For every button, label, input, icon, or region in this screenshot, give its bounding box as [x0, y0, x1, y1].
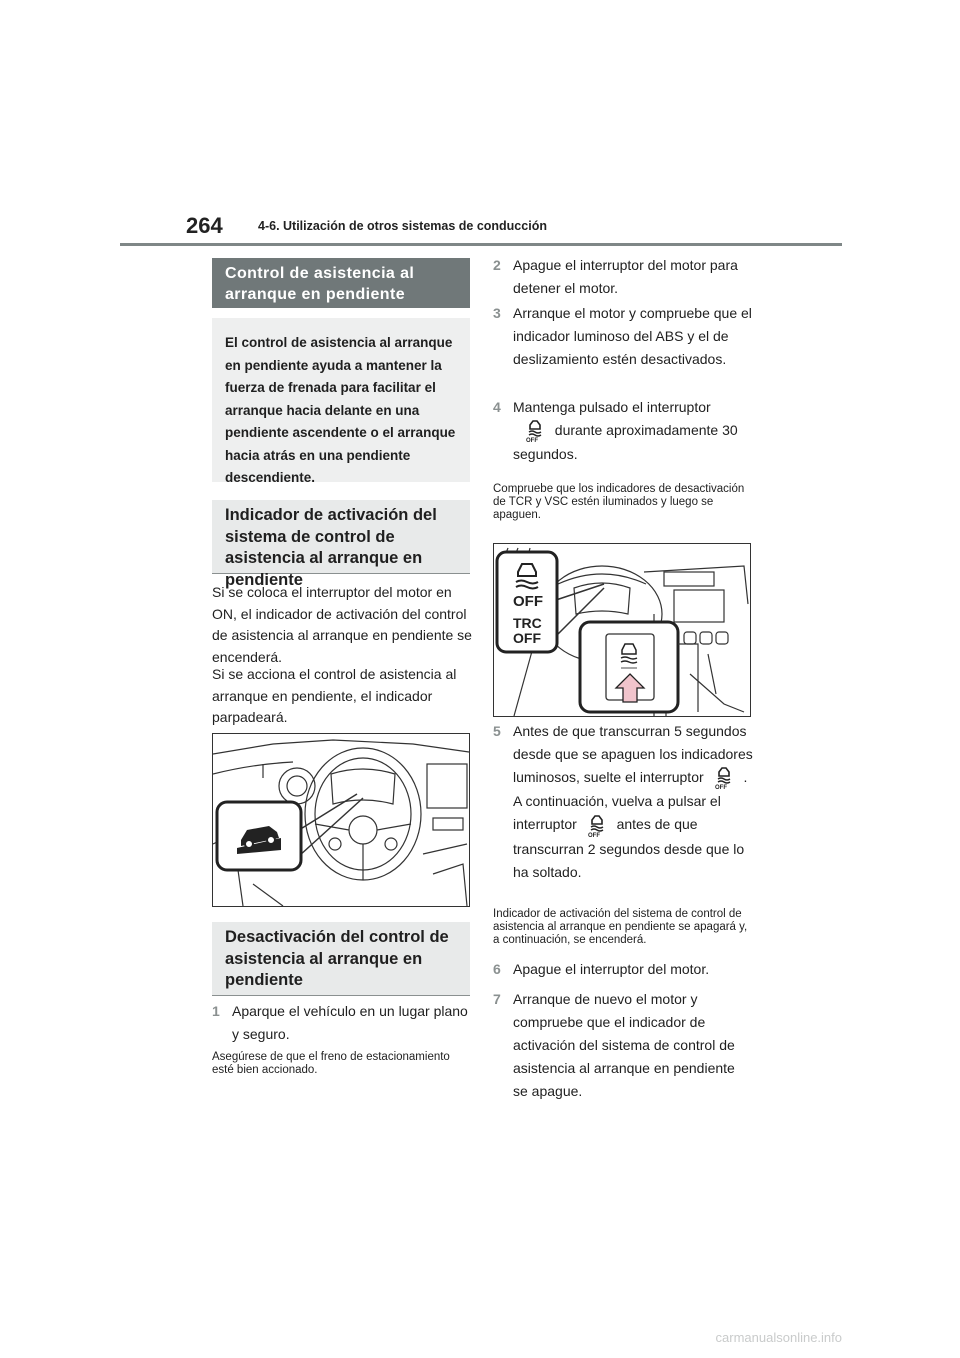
note-indicator-reset: Indicador de activación del sistema de control de asistencia al arranque en pendiente se apagará y, a continuación, se encenderá. — [493, 908, 748, 946]
step-text: Arranque el motor y compruebe que el indicador luminoso del ABS y el de deslizamiento estén desactivados. — [513, 305, 752, 367]
step-number: 1 — [212, 1003, 220, 1019]
step-text-end: antes de que transcurran 2 segundos desde que lo ha soltado. — [513, 816, 745, 880]
svg-text:OFF: OFF — [525, 438, 538, 444]
step-text: Aparque el vehículo en un lugar plano y seguro. — [232, 1003, 468, 1042]
heading-indicator: Indicador de activación del sistema de control de asistencia al arranque en pendiente — [212, 500, 470, 574]
trc-indicator-label: TRC — [513, 615, 542, 631]
paragraph-indicator-on: Si se coloca el interruptor del motor en ON, el indicador de activación del control de asistencia al arranque en pendiente se encenderá. — [212, 584, 472, 665]
step-number: 3 — [493, 305, 501, 321]
step-text-cont: . A continuación, vuelva a pulsar el interruptor — [513, 769, 748, 833]
step-text: Antes de que transcurran 5 segundos desde que se apaguen los indicadores luminosos, suelte el interruptor — [513, 723, 753, 785]
step-3 — [493, 302, 753, 371]
step-text: Apague el interruptor del motor. — [513, 961, 710, 977]
step-number: 5 — [493, 723, 501, 739]
note-parking-brake: Asegúrese de que el freno de estacionamiento esté bien accionado. — [212, 1051, 450, 1076]
trc-off-indicator-label: OFF — [513, 630, 541, 646]
step-number: 6 — [493, 961, 501, 977]
step-6 — [493, 958, 753, 981]
paragraph-indicator-blink: Si se acciona el control de asistencia al arranque en pendiente, el indicador parpadeará. — [212, 666, 457, 725]
svg-text:OFF: OFF — [587, 832, 600, 838]
step-number: 2 — [493, 257, 501, 273]
step-number: 4 — [493, 399, 501, 415]
step-7 — [493, 988, 753, 1103]
step-number: 7 — [493, 991, 501, 1007]
watermark: carmanualsonline.info — [715, 1330, 842, 1345]
step-2 — [493, 254, 753, 300]
step-text: Apague el interruptor del motor para detener el motor. — [513, 257, 738, 296]
page-number: 264 — [186, 213, 223, 238]
step-text-cont: durante aproximadamente 30 segundos. — [513, 422, 738, 463]
step-4 — [493, 396, 753, 466]
vsc-off-icon — [587, 814, 607, 838]
svg-text:OFF: OFF — [714, 785, 727, 791]
dashboard-trc-off-illustration — [493, 543, 751, 717]
intro-box: El control de asistencia al arranque en pendiente ayuda a mantener la fuerza de frenada para facilitar el arranque hacia delante en una pendiente ascendente o el arranque hacia atrás en una pendiente descendiente. — [212, 318, 470, 482]
section-title: 4-6. Utilización de otros sistemas de conducción — [258, 219, 547, 233]
step-text: Arranque de nuevo el motor y compruebe que el indicador de activación del sistema de control de asistencia al arranque en pendiente se apague. — [513, 991, 735, 1099]
heading-deactivation: Desactivación del control de asistencia al arranque en pendiente — [212, 922, 470, 996]
step-1 — [212, 1000, 472, 1046]
step-5 — [493, 720, 753, 884]
off-indicator-label: OFF — [513, 593, 543, 610]
heading-hill-start-assist: Control de asistencia al arranque en pendiente — [212, 258, 470, 308]
vsc-off-icon — [714, 766, 734, 790]
dashboard-hill-indicator-illustration — [212, 733, 470, 907]
vsc-off-icon — [525, 419, 545, 443]
header-rule — [120, 243, 842, 246]
step-text: Mantenga pulsado el interruptor — [513, 399, 711, 415]
note-tcr-vsc: Compruebe que los indicadores de desactivación de TCR y VSC estén iluminados y luego se apaguen. — [493, 483, 745, 521]
